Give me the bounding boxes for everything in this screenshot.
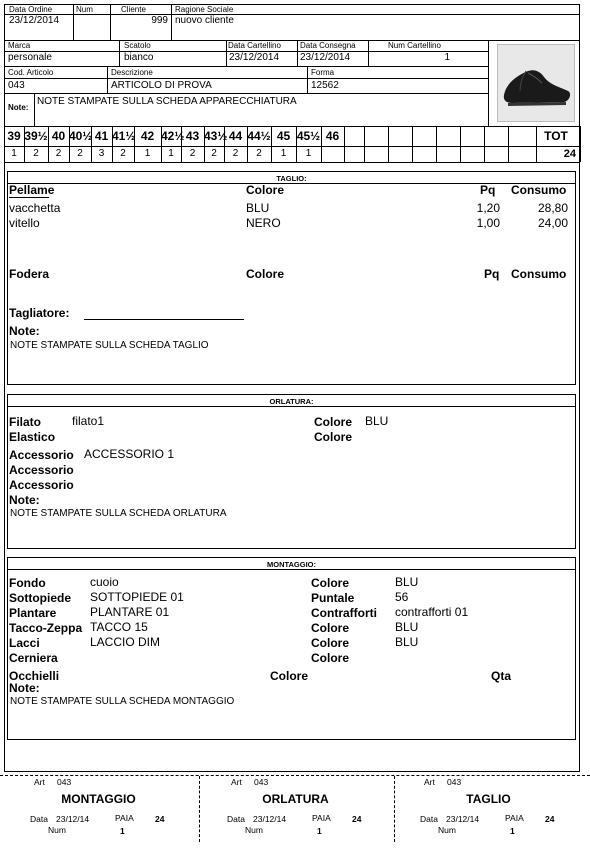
scatolo-label: Scatolo [124,41,151,50]
filato-label: Filato [9,415,41,429]
size-qty[interactable]: 1 [280,148,287,159]
ticket-art-value: 043 [254,777,269,787]
tagliatore-label: Tagliatore: [9,306,70,320]
montaggio-note-value: NOTE STAMPATE SULLA SCHEDA MONTAGGIO [10,696,235,707]
note-value: NOTE STAMPATE SULLA SCHEDA APPARECCHIATURA [37,96,297,107]
montaggio-field-value: BLU [395,620,419,634]
cod-articolo-value: 043 [8,80,25,91]
colore-label: Colore [314,415,353,429]
accessorio-label: Accessorio [9,463,74,477]
size-qty[interactable]: 1 [11,148,17,159]
ticket-paia-label: PAIA [505,813,524,823]
ticket-data-value: 23/12/14 [253,814,287,824]
header-line [4,14,580,15]
tot-value: 24 [563,148,576,160]
ticket-paia-label: PAIA [115,813,134,823]
pq-value: 1,00 [476,216,500,230]
ticket-data-label: Data [420,814,438,824]
taglio-note-value: NOTE STAMPATE SULLA SCHEDA TAGLIO [10,340,209,351]
size-label: 42½ [161,129,185,143]
size-divider [508,126,509,162]
header-divider [226,40,227,66]
size-label: 39 [7,129,21,143]
marca-label: Marca [8,41,31,50]
tagliatore-line[interactable] [84,319,244,320]
ticket-art-value: 043 [57,777,72,787]
size-qty[interactable] [436,147,460,161]
montaggio-field-label: Colore [311,621,350,635]
header-divider [107,66,108,93]
montaggio-field-value: contrafforti 01 [395,605,469,619]
montaggio-field-label: Tacco-Zeppa [9,621,83,635]
cut-line [0,775,590,776]
ticket-paia-label: PAIA [312,813,331,823]
ticket-art-label: Art [231,777,242,787]
montaggio-field-label: Colore [311,576,350,590]
header-line [4,40,580,41]
num-cartellino-value: 1 [444,52,450,63]
pellame-label: Pellame [9,183,55,197]
size-label: 39½ [24,129,48,143]
descrizione-label: Descrizione [111,68,153,77]
header-divider [488,40,489,126]
size-qty[interactable]: 2 [211,148,217,159]
size-qty[interactable] [321,147,344,161]
montaggio-field-value: cuoio [90,575,119,589]
montaggio-title: MONTAGGIO: [8,560,575,570]
montaggio-field-label: Colore [311,636,350,650]
size-label: 41½ [112,129,136,143]
montaggio-field-label: Puntale [311,591,355,605]
size-qty[interactable]: 2 [55,148,62,159]
size-qty[interactable]: 1 [168,148,174,159]
ticket-data-value: 23/12/14 [446,814,480,824]
ticket-num-value: 1 [510,826,515,836]
accessorio-value: ACCESSORIO 1 [84,447,175,461]
forma-value: 12562 [311,80,339,91]
pq-value: 1,20 [476,201,500,215]
size-qty[interactable]: 2 [256,148,262,159]
ticket-paia-value: 24 [352,814,362,824]
size-label: 45½ [296,129,321,143]
descrizione-value: ARTICOLO DI PROVA [111,80,212,91]
fodera-label: Fodera [9,267,50,281]
ragione-sociale-value: nuovo cliente [175,15,234,26]
occhielli-label: Occhielli [9,669,60,683]
ticket-title: MONTAGGIO [61,792,136,806]
cliente-label: Cliente [121,5,146,14]
cut-line [199,776,200,842]
ticket-art-value: 043 [447,777,462,787]
size-label: 44 [228,129,243,143]
ticket-art-label: Art [424,777,435,787]
pq-label: Pq [480,183,496,197]
montaggio-field-value: 56 [395,590,409,604]
size-qty[interactable] [388,147,412,161]
ticket-title: TAGLIO [466,792,511,806]
pellame-value: vacchetta [9,201,61,215]
montaggio-field-value: SOTTOPIEDE 01 [90,590,184,604]
header-line [4,78,488,79]
ticket-num-label: Num [245,825,263,835]
size-label [344,127,364,145]
montaggio-field-label: Contrafforti [311,606,377,620]
num-label: Num [76,5,93,14]
montaggio-field-label: Cerniera [9,651,58,665]
consumo-label: Consumo [511,267,567,281]
ragione-sociale-label: Ragione Sociale [175,5,234,14]
size-label: 41 [94,129,109,143]
orlatura-note-label: Note: [9,493,40,507]
montaggio-field-label: Colore [311,651,350,665]
montaggio-field-label: Sottopiede [9,591,71,605]
size-label [460,127,484,145]
montaggio-field-label: Plantare [9,606,57,620]
colore-label: Colore [246,183,285,197]
pellame-underline [9,197,49,198]
size-label [388,127,412,145]
scatolo-value: bianco [124,52,154,63]
consumo-value: 24,00 [537,216,568,230]
ticket-data-value: 23/12/14 [56,814,90,824]
size-label: 46 [325,129,340,143]
cut-line [394,776,395,842]
pq-label: Pq [484,267,500,281]
colore-label: Colore [270,669,309,683]
colore-label: Colore [314,430,353,444]
ticket-paia-value: 24 [155,814,165,824]
size-qty[interactable]: 1 [305,148,312,159]
header-divider [297,40,298,66]
montaggio-field-label: Fondo [9,576,46,590]
header-line [4,66,488,67]
marca-value: personale [8,52,52,63]
size-qty[interactable] [412,147,436,161]
size-label: 44½ [247,129,271,143]
size-divider [580,126,581,162]
header-divider [34,93,35,126]
pellame-value: vitello [9,216,40,230]
header-line [4,93,488,94]
size-label: 42 [140,129,155,143]
data-consegna-label: Data Consegna [300,41,356,50]
forma-label: Forma [311,68,335,77]
accessorio-label: Accessorio [9,448,74,462]
size-label: 40½ [69,129,93,143]
size-qty[interactable]: 3 [98,148,105,159]
cliente-value: 999 [151,15,168,26]
montaggio-field-value: BLU [395,635,419,649]
data-cartellino-label: Data Cartellino [228,41,281,50]
consumo-label: Consumo [511,183,567,197]
ticket-art-label: Art [34,777,45,787]
colore-value: NERO [246,216,281,230]
size-label: 43 [185,129,200,143]
size-qty[interactable]: 2 [77,148,83,159]
header-divider [110,4,111,40]
consumo-value: 28,80 [537,201,568,215]
size-label [436,127,460,145]
header-divider [368,40,369,66]
taglio-title: TAGLIO: [8,174,575,184]
size-qty[interactable]: 2 [232,148,239,159]
size-qty[interactable]: 1 [144,148,151,159]
header-divider [73,4,74,40]
data-ordine-value: 23/12/2014 [9,15,60,26]
ticket-paia-value: 24 [545,814,555,824]
colore-value: BLU [246,201,270,215]
taglio-note-label: Note: [9,324,40,338]
filato-value: filato1 [72,414,105,428]
size-label: 45 [276,129,291,143]
size-label: 40 [51,129,66,143]
note-label: Note: [8,103,29,112]
elastico-label: Elastico [9,430,56,444]
size-qty[interactable] [460,147,484,161]
colore-value: BLU [365,414,389,428]
montaggio-field-value: LACCIO DIM [90,635,161,649]
size-label [412,127,436,145]
data-ordine-label: Data Ordine [9,5,53,14]
cod-articolo-label: Cod. Articolo [8,68,54,77]
montaggio-note-label: Note: [9,681,40,695]
size-qty[interactable]: 2 [120,148,126,159]
size-label [364,127,388,145]
ticket-num-label: Num [48,825,66,835]
header-divider [307,66,308,93]
data-cartellino-value: 23/12/2014 [229,52,280,63]
size-qty[interactable]: 2 [33,148,39,159]
ticket-data-label: Data [227,814,245,824]
header-divider [171,4,172,40]
size-qty[interactable] [344,147,364,161]
size-label: 43½ [204,129,228,143]
montaggio-field-value: BLU [395,575,419,589]
orlatura-title: ORLATURA: [8,397,575,407]
header-divider [119,40,120,66]
montaggio-field-label: Lacci [9,636,40,650]
ticket-num-value: 1 [317,826,322,836]
tot-label: TOT [544,129,568,143]
montaggio-field-value: PLANTARE 01 [90,605,170,619]
size-qty[interactable]: 2 [189,148,196,159]
ticket-num-value: 1 [120,826,125,836]
montaggio-field-value: TACCO 15 [90,620,148,634]
ticket-data-label: Data [30,814,48,824]
ticket-num-label: Num [438,825,456,835]
sizes-line [4,162,580,163]
colore-label: Colore [246,267,285,281]
data-consegna-value: 23/12/2014 [300,52,351,63]
qta-label: Qta [491,669,512,683]
size-qty[interactable] [364,147,388,161]
size-divider [484,126,485,162]
accessorio-label: Accessorio [9,478,74,492]
ticket-title: ORLATURA [262,792,329,806]
orlatura-note-value: NOTE STAMPATE SULLA SCHEDA ORLATURA [10,508,227,519]
shoe-photo-icon [497,44,575,122]
num-cartellino-label: Num Cartellino [388,41,441,50]
